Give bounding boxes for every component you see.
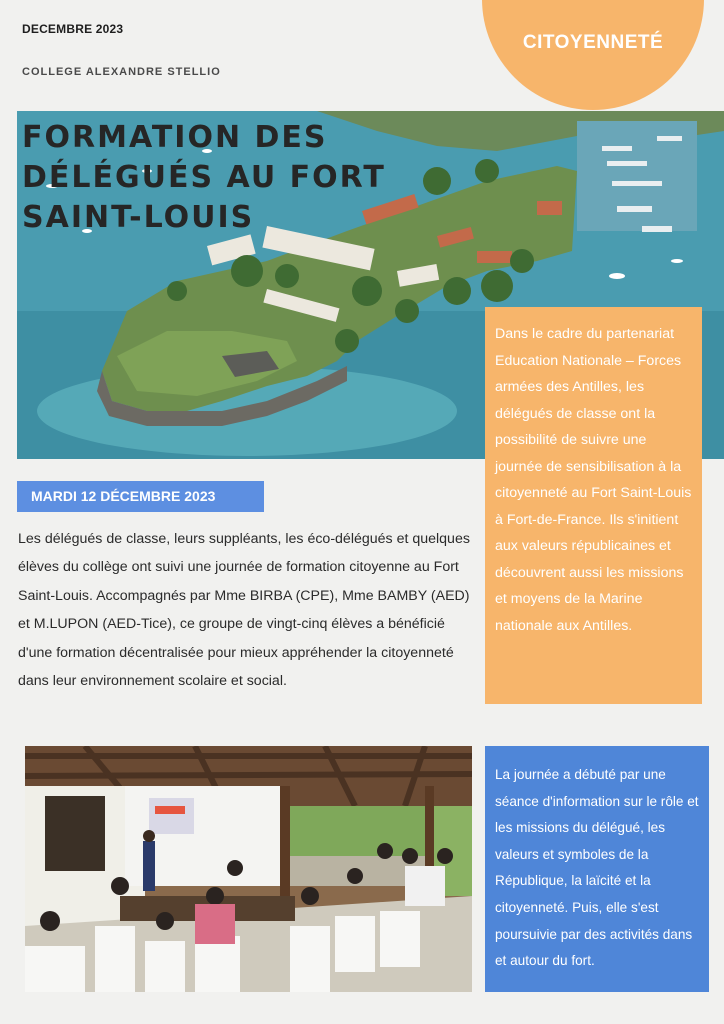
partnership-sidebar: Dans le cadre du partenariat Education Nationale – Forces armées des Antilles, les délégués de classe ont la possibilité de suivre une journée de sensibilisation à la citoyenneté au Fort Saint-Louis à Fort-de-France. Ils s'initient aux valeurs républicaines et découvrent aussi les missions et moyens de la Marine nationale aux Antilles. xyxy=(485,307,702,704)
program-sidebar: La journée a débuté par une séance d'information sur le rôle et les missions du délégué, les valeurs et symboles de la République, la laïcité et la citoyenneté. Puis, elle s'est poursuivie par des activités dans et autour du fort. xyxy=(485,746,709,992)
issue-date: DECEMBRE 2023 xyxy=(22,22,124,36)
article-body: Les délégués de classe, leurs suppléants, les éco-délégués et quelques élèves du collège ont suivi une journée de formation citoyenne au Fort Saint-Louis. Accompagnés par Mme BIRBA (CPE), Mme BAMBY (AED) et M.LUPON (AED-Tice), ce groupe de vingt-cinq élèves a bénéficié d'une formation décentralisée pour mieux appréhender la citoyenneté dans leur environnement scolaire et social. xyxy=(18,531,470,690)
classroom-photo xyxy=(25,746,472,992)
category-badge xyxy=(482,0,704,110)
classroom-illustration xyxy=(25,746,472,992)
category-label: CITOYENNETÉ xyxy=(522,32,664,53)
event-date-label: MARDI 12 DÉCEMBRE 2023 xyxy=(17,481,264,512)
article-title: FORMATION DES DÉLÉGUÉS AU FORT SAINT-LOUIS xyxy=(22,120,386,235)
school-name: COLLEGE ALEXANDRE STELLIO xyxy=(22,66,221,78)
